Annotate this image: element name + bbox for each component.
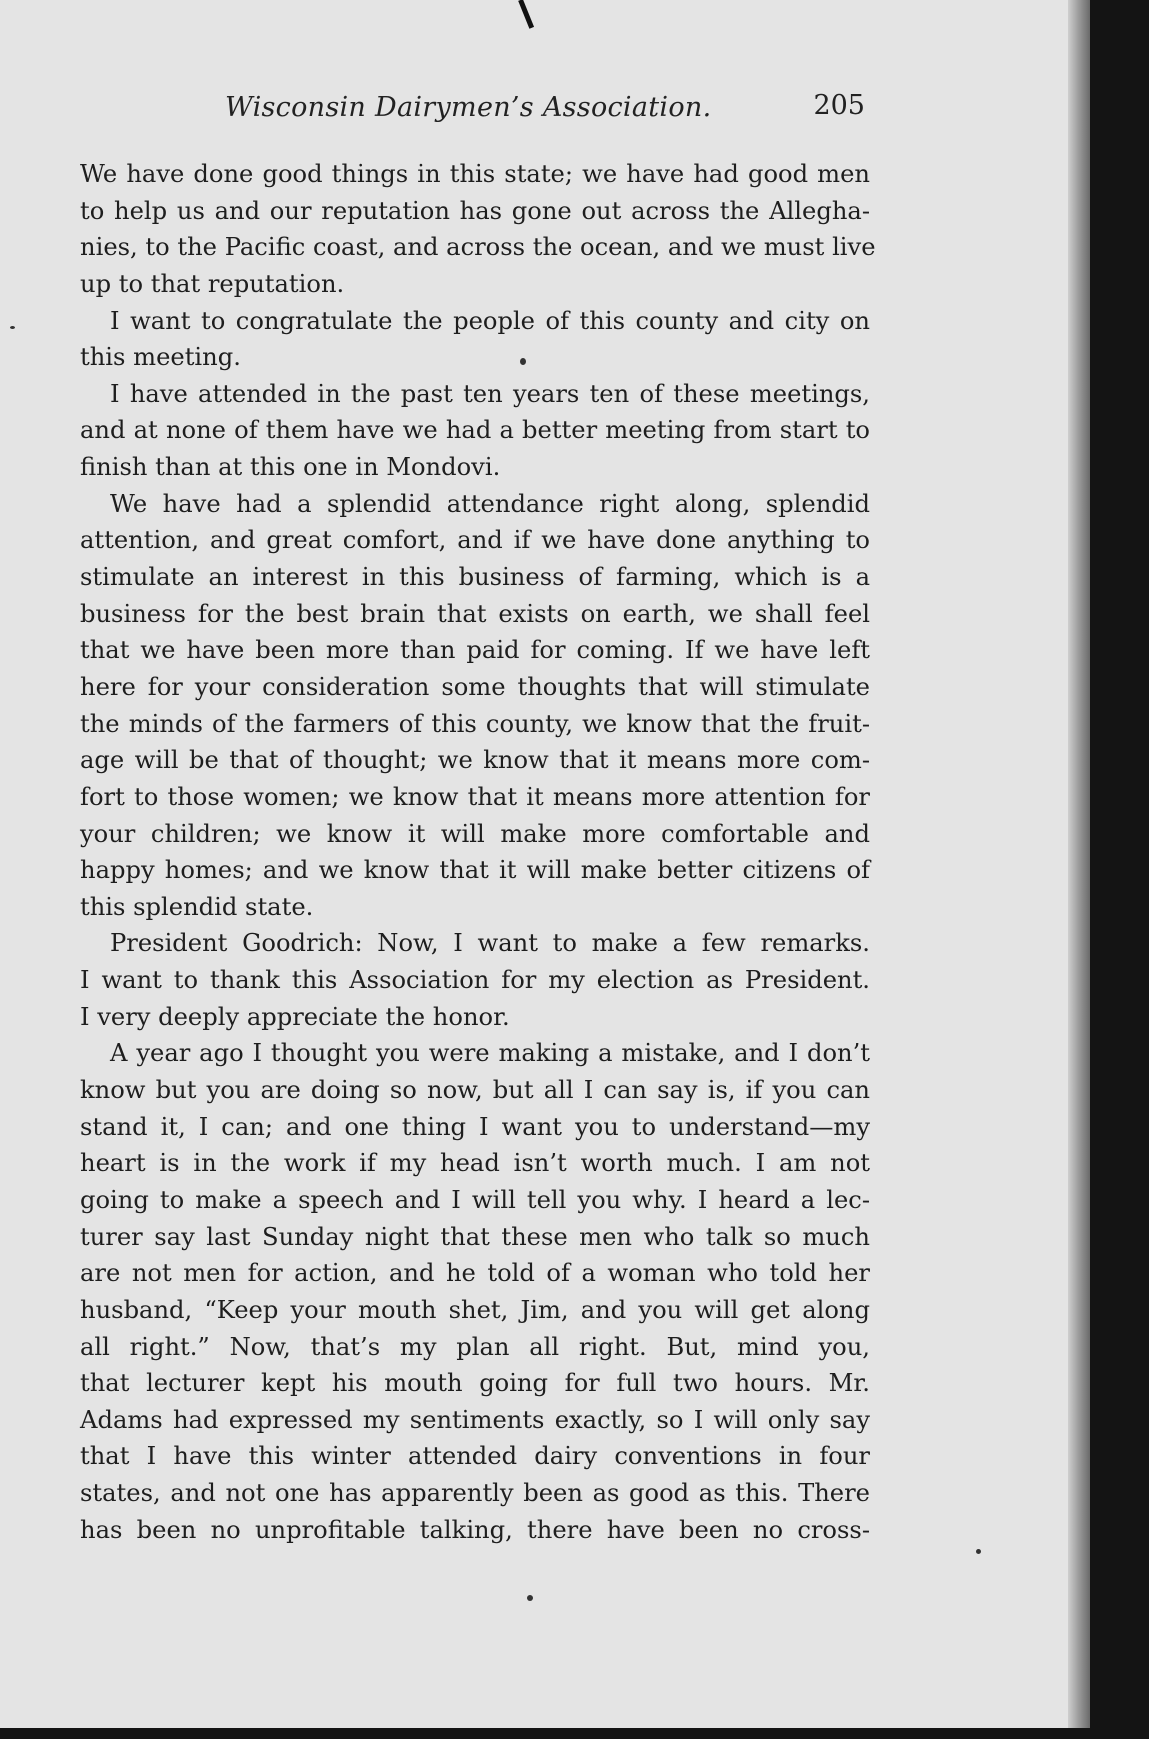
text-line: this splendid state. [80,892,314,921]
text-line: has been no unprofitable talking, there have been no cross- [80,1515,870,1544]
text-line: heart is in the work if my head isn’t worth much. I am not [80,1149,870,1178]
text-line: finish than at this one in Mondovi. [80,453,501,482]
page-number: 205 [813,90,865,121]
text-line: states, and not one has apparently been as good as this. There [80,1479,870,1508]
running-head-title: Wisconsin Dairymen’s Association. [225,92,712,123]
scan-gutter [1090,0,1149,1739]
text-line: that we have been more than paid for coming. If we have left [80,636,870,665]
text-line: I want to thank this Association for my election as President. [80,966,870,995]
text-line: I want to congratulate the people of this county and city on [110,306,870,335]
text-line: here for your consideration some thoughts that will stimulate [80,672,870,701]
text-line: We have done good things in this state; we have had good men [80,160,870,188]
running-head [225,92,865,132]
text-line: going to make a speech and I will tell you why. I heard a lec- [80,1185,870,1214]
text-line: stimulate an interest in this business of farming, which is a [80,563,870,592]
scan-speck [520,358,526,365]
text-line: age will be that of thought; we know that it means more com- [80,746,870,775]
text-line: nies, to the Pacific coast, and across the ocean, and we must live [80,233,876,262]
text-line: President Goodrich: Now, I want to make a few remarks. [110,929,870,958]
text-line: know but you are doing so now, but all I can say is, if you can [80,1076,870,1105]
scan-speck [10,326,15,329]
text-line: turer say last Sunday night that these men who talk so much [80,1222,870,1251]
text-line: stand it, I can; and one thing I want you to understand—my [80,1112,870,1141]
scan-speck [527,1595,533,1601]
text-line: your children; we know it will make more comfortable and [80,819,870,848]
ink-stroke-mark [518,0,534,29]
text-line: that lecturer kept his mouth going for full two hours. Mr. [80,1369,870,1398]
body-text [80,156,876,1548]
text-line: the minds of the farmers of this county, we know that the fruit- [80,709,870,738]
text-line: fort to those women; we know that it means more attention for [80,782,870,811]
text-line: to help us and our reputation has gone out across the Allegha- [80,196,870,225]
text-line: are not men for action, and he told of a woman who told her [80,1259,870,1288]
text-line: A year ago I thought you were making a mistake, and I don’t [110,1039,870,1068]
text-line: I have attended in the past ten years ten of these meetings, [110,379,870,408]
scan-speck [976,1549,981,1554]
text-line: that I have this winter attended dairy conventions in four [80,1442,870,1471]
text-line: We have had a splendid attendance right along, splendid [110,489,870,518]
text-line: this meeting. [80,343,241,372]
text-line: up to that reputation. [80,269,345,298]
text-line: husband, “Keep your mouth shet, Jim, and you will get along [80,1295,870,1324]
text-line: I very deeply appreciate the honor. [80,1002,510,1031]
text-line: business for the best brain that exists on earth, we shall feel [80,599,870,628]
text-line: Adams had expressed my sentiments exactly, so I will only say [80,1405,870,1434]
scan-bottom-band [0,1728,1149,1739]
text-line: and at none of them have we had a better meeting from start to [80,416,870,445]
text-line: attention, and great comfort, and if we have done anything to [80,526,870,555]
page-edge-shadow [1068,0,1090,1728]
text-line: all right.” Now, that’s my plan all right. But, mind you, [80,1332,870,1361]
text-line: happy homes; and we know that it will make better citizens of [80,856,870,885]
